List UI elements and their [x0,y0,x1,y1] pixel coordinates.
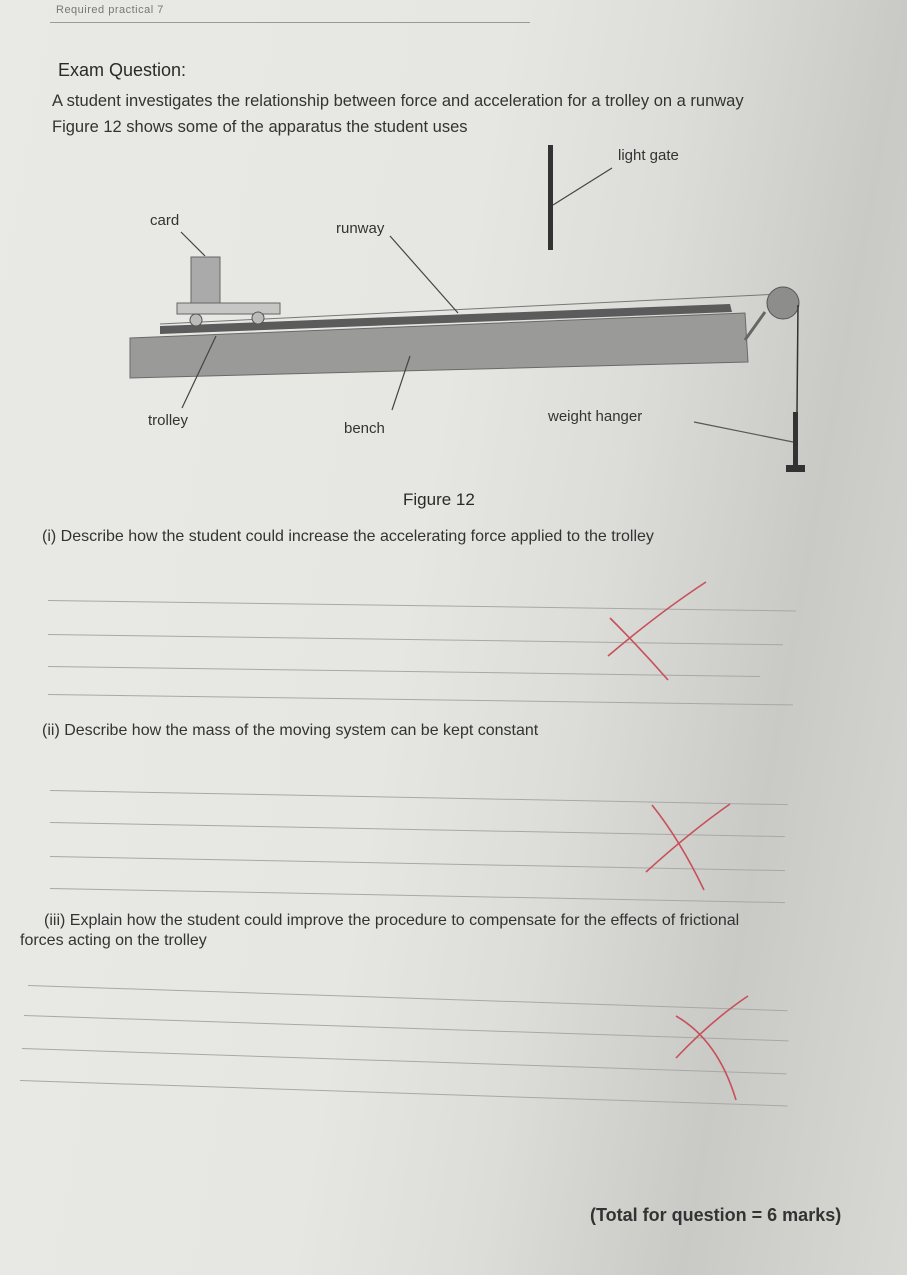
cross-mark-icon [652,805,704,890]
label-trolley: trolley [148,412,189,429]
question-ii: (ii) Describe how the mass of the moving system can be kept constant [42,722,539,739]
label-bench: bench [344,420,385,437]
header-text: Required practical 7 [56,4,164,16]
label-card: card [150,212,180,229]
label-runway: runway [336,220,385,237]
cross-mark-icon [610,618,668,680]
question-i: (i) Describe how the student could increase the accelerating force applied to the trolley [42,528,654,545]
intro-line-2: Figure 12 shows some of the apparatus the student uses [52,118,468,136]
label-light-gate: light gate [618,147,679,164]
exam-title: Exam Question: [58,60,187,80]
intro-line-1: A student investigates the relationship between force and acceleration for a trolley on a runway [52,92,744,110]
question-iii-line-1: (iii) Explain how the student could improve the procedure to compensate for the effects of frictional [44,912,740,929]
figure-caption: Figure 12 [403,490,475,509]
label-weight-hanger: weight hanger [548,408,643,425]
total-marks: (Total for question = 6 marks) [590,1205,842,1225]
cross-mark-icon [608,582,706,656]
question-iii-line-2: forces acting on the trolley [20,932,207,949]
